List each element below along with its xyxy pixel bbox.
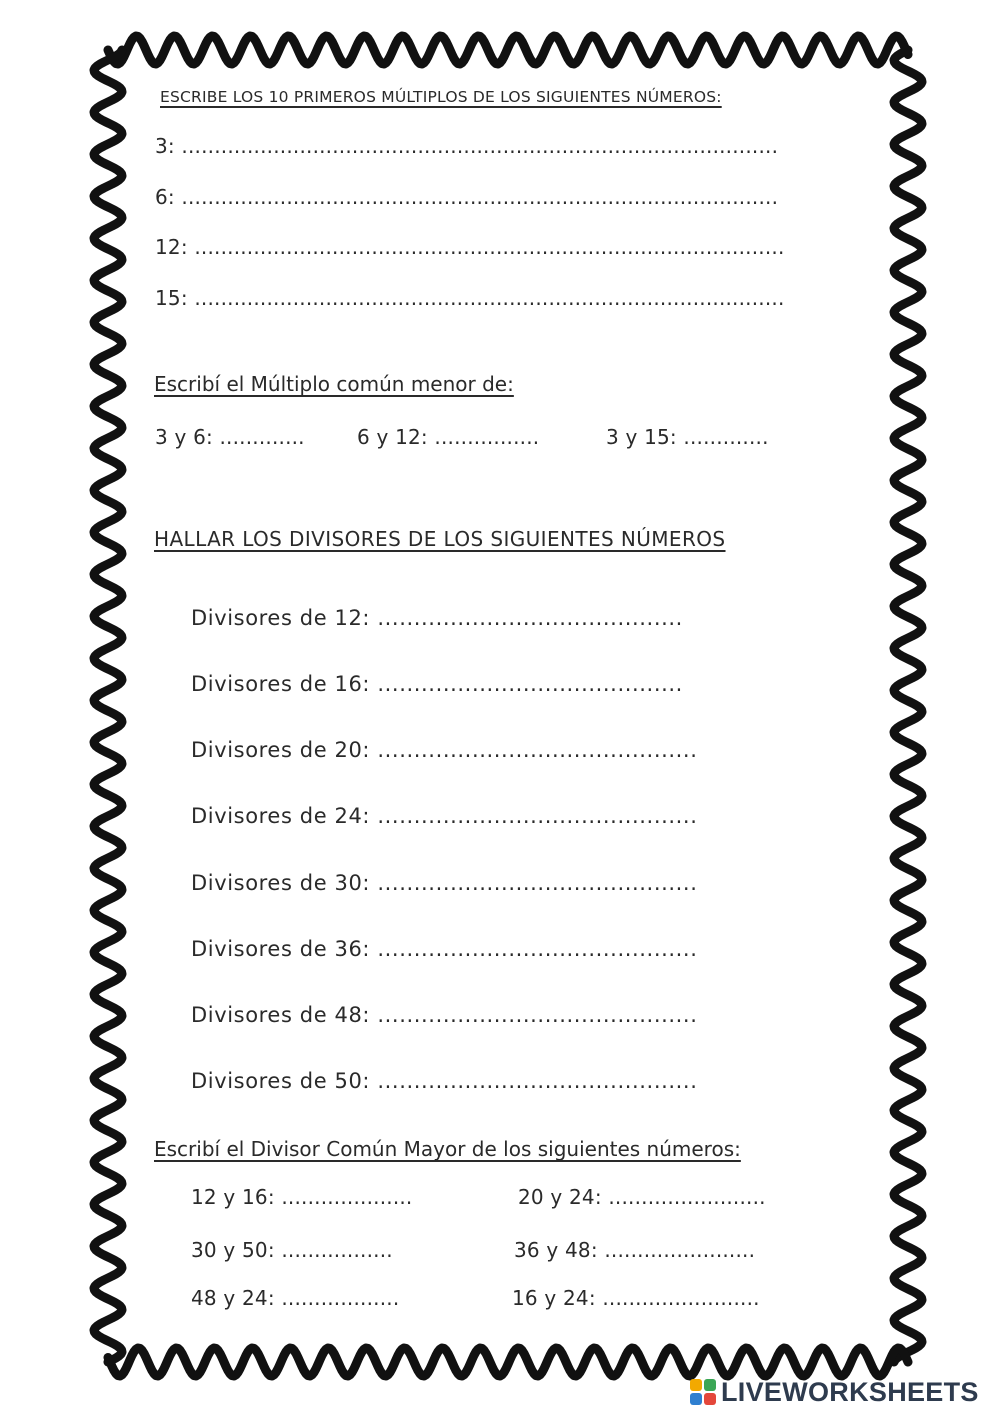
liveworksheets-logo xyxy=(690,1376,979,1408)
divisors-title: HALLAR LOS DIVISORES DE LOS SIGUIENTES NÚMEROS xyxy=(154,527,726,551)
lcm-item-3-15: 3 y 15: ............. xyxy=(606,425,769,449)
multiples-row-15: 15: .......................................................................................... xyxy=(155,286,785,310)
border-wave-bottom xyxy=(108,1348,908,1376)
divisors-row-20: Divisores de 20: ............................................ xyxy=(191,738,698,762)
divisors-row-12: Divisores de 12: .......................................... xyxy=(191,606,683,630)
border-wave-left xyxy=(94,50,122,1362)
multiples-row-12: 12: .......................................................................................... xyxy=(155,235,785,259)
gcd-item-20-24: 20 y 24: ........................ xyxy=(518,1185,766,1209)
gcd-item-48-24: 48 y 24: .................. xyxy=(191,1286,400,1310)
multiples-row-3: 3: ........................................................................................... xyxy=(155,134,779,158)
gcd-item-30-50: 30 y 50: ................. xyxy=(191,1238,393,1262)
liveworksheets-logo-text: LIVEWORKSHEETS xyxy=(721,1376,979,1407)
lcm-item-6-12: 6 y 12: ................ xyxy=(357,425,540,449)
divisors-row-16: Divisores de 16: .......................................... xyxy=(191,672,683,696)
gcd-title: Escribí el Divisor Común Mayor de los siguientes números: xyxy=(154,1137,741,1161)
logo-tile xyxy=(690,1393,702,1405)
gcd-item-36-48: 36 y 48: ....................... xyxy=(514,1238,756,1262)
divisors-row-30: Divisores de 30: ............................................ xyxy=(191,871,698,895)
logo-tile xyxy=(704,1379,716,1391)
border-wave-top xyxy=(108,36,908,64)
liveworksheets-logo-icon xyxy=(690,1379,716,1405)
divisors-row-50: Divisores de 50: ............................................ xyxy=(191,1069,698,1093)
divisors-row-36: Divisores de 36: ............................................ xyxy=(191,937,698,961)
divisors-row-48: Divisores de 48: ............................................ xyxy=(191,1003,698,1027)
border-wave-right xyxy=(894,50,922,1362)
divisors-row-24: Divisores de 24: ............................................ xyxy=(191,804,698,828)
lcm-item-3-6: 3 y 6: ............. xyxy=(155,425,305,449)
multiples-title: ESCRIBE LOS 10 PRIMEROS MÚLTIPLOS DE LOS SIGUIENTES NÚMEROS: xyxy=(160,88,722,106)
logo-tile xyxy=(690,1379,702,1391)
lcm-title: Escribí el Múltiplo común menor de: xyxy=(154,372,514,396)
gcd-item-16-24: 16 y 24: ........................ xyxy=(512,1286,760,1310)
multiples-row-6: 6: ........................................................................................... xyxy=(155,185,779,209)
gcd-item-12-16: 12 y 16: .................... xyxy=(191,1185,413,1209)
logo-tile xyxy=(704,1393,716,1405)
